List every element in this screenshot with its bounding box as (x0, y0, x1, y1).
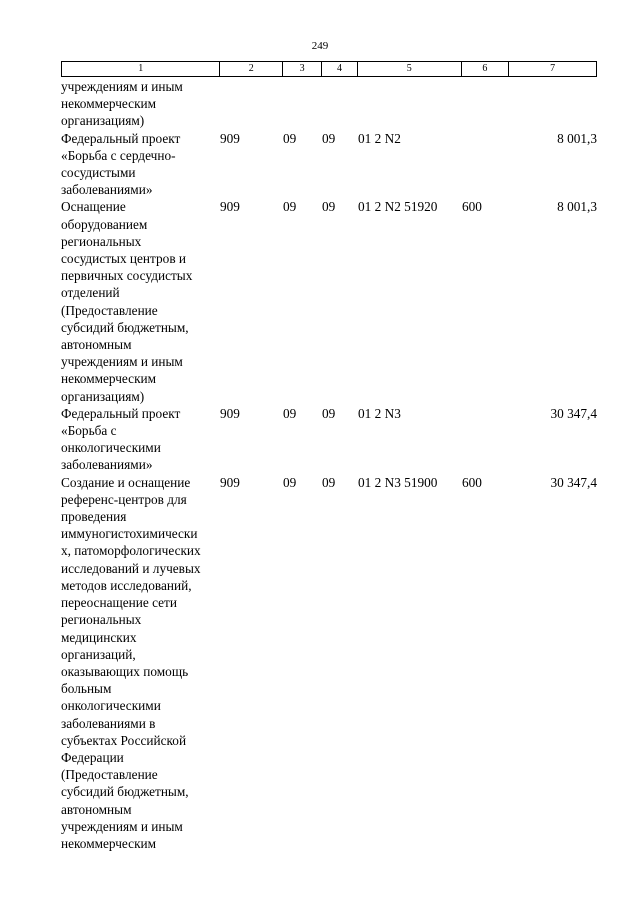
row-description: Федеральный проект «Борьба с сердечно- сосудистыми заболеваниями» (61, 130, 181, 198)
row-target-article: 01 2 N3 51900 (358, 474, 438, 490)
row-description: учреждениям и иным некоммерческим организациям) (61, 79, 183, 129)
row-section-code: 09 (283, 474, 297, 490)
row-ministry-code: 909 (220, 130, 240, 146)
row-subsection-code: 09 (322, 474, 336, 490)
row-subsection-code: 09 (322, 405, 336, 421)
row-target-article: 01 2 N2 51920 (358, 199, 438, 215)
row-amount: 8 001,3 (557, 199, 597, 215)
row-subsection-code: 09 (322, 130, 336, 146)
header-col-7: 7 (550, 63, 556, 74)
table-header-row (61, 61, 597, 77)
row-section-code: 09 (283, 405, 297, 421)
row-expense-type (462, 78, 510, 130)
row-target-article: 01 2 N3 (358, 405, 401, 421)
table-row (61, 405, 597, 474)
page-number: 249 (311, 40, 329, 52)
row-expense-type: 600 (462, 199, 482, 215)
budget-table-body (61, 78, 597, 852)
table-row (61, 198, 597, 404)
row-ministry-code: 909 (220, 405, 240, 421)
row-section-code: 09 (283, 199, 297, 215)
row-section-code: 09 (283, 130, 297, 146)
row-expense-type: 600 (462, 474, 482, 490)
row-amount: 30 347,4 (550, 405, 597, 421)
row-subsection-code: 09 (322, 199, 336, 215)
table-row (61, 78, 597, 130)
header-col-4: 4 (322, 62, 358, 76)
row-description: Федеральный проект «Борьба с онкологическими заболеваниями» (61, 405, 181, 473)
row-expense-type (462, 405, 510, 474)
row-target-article: 01 2 N2 (358, 130, 401, 146)
table-row (61, 474, 597, 852)
header-col-6: 6 (462, 62, 510, 76)
row-subsection-code (322, 78, 358, 130)
table-row (61, 130, 597, 199)
row-description: Создание и оснащение референс-центров для проведения иммуногистохимически х, патоморфологических исследований и лучевых методов исследований, переоснащение сети региональных медицинских организаций, оказывающих помощь больным онкологическими заболеваниями в субъектах Российской Федерации (Предоставление субсидий бюджетным, автономным учреждениям и иным некоммерческим (61, 474, 201, 851)
header-col-3: 3 (283, 62, 322, 76)
header-col-2: 2 (220, 62, 283, 76)
row-description: Оснащение оборудованием региональных сосудистых центров и первичных сосудистых отделений (Предоставление субсидий бюджетным, автономным учреждениям и иным некоммерческим организациям) (61, 199, 193, 404)
row-expense-type (462, 130, 510, 199)
row-ministry-code: 909 (220, 199, 240, 215)
row-ministry-code (220, 78, 283, 130)
header-col-5: 5 (358, 62, 462, 76)
row-section-code (283, 78, 322, 130)
row-target-article (358, 78, 462, 130)
header-col-1: 1 (62, 62, 220, 76)
row-amount (510, 78, 597, 130)
row-ministry-code: 909 (220, 474, 240, 490)
row-amount: 8 001,3 (557, 130, 597, 146)
row-amount: 30 347,4 (550, 474, 597, 490)
